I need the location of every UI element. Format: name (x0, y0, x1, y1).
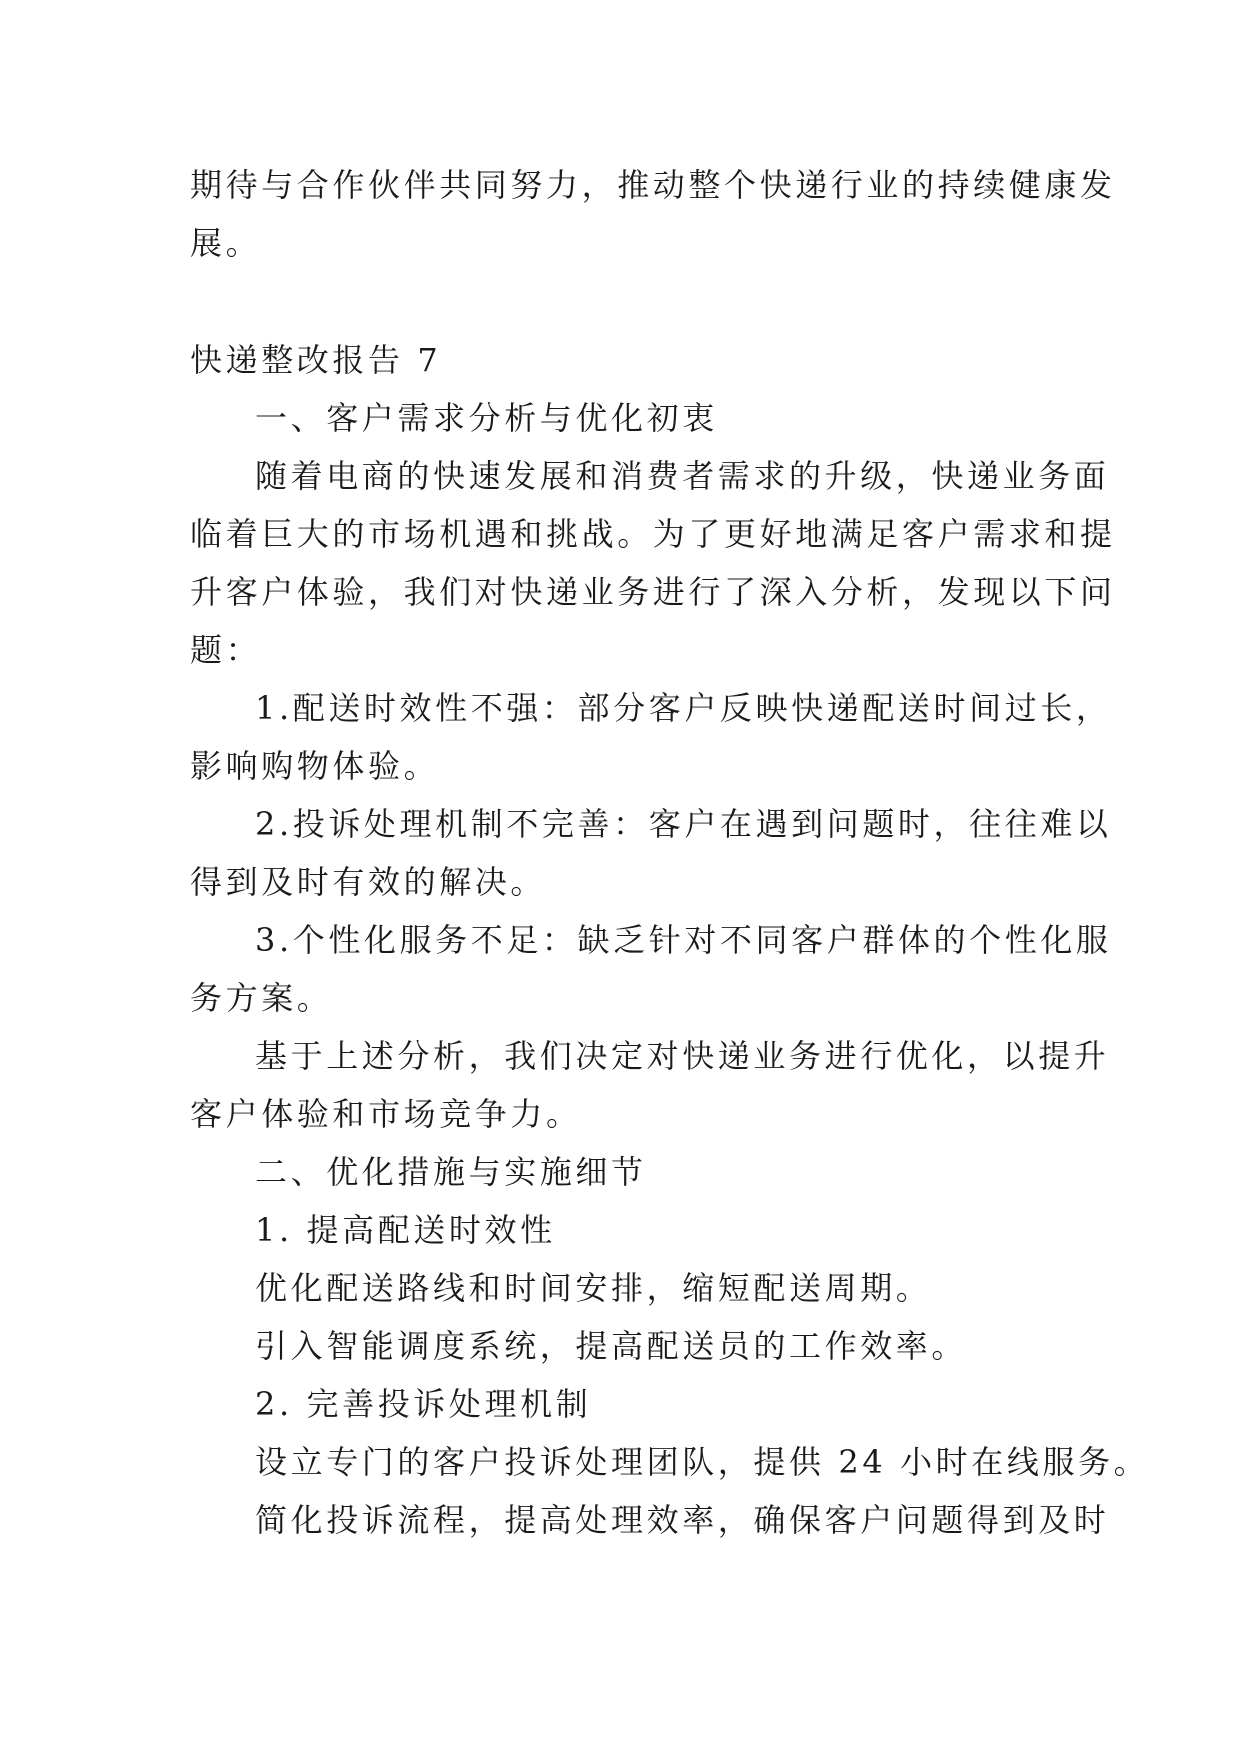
list-item: 2.投诉处理机制不完善：客户在遇到问题时，往往难以 (255, 805, 1112, 843)
list-item: 1.配送时效性不强：部分客户反映快递配送时间过长， (255, 689, 1112, 727)
text-line: 设立专门的客户投诉处理团队，提供 24 小时在线服务。 (255, 1443, 1150, 1481)
text-line: 务方案。 (190, 979, 333, 1017)
text-line: 临着巨大的市场机遇和挑战。为了更好地满足客户需求和提 (190, 515, 1116, 553)
text-line: 展。 (190, 224, 262, 262)
text-line: 得到及时有效的解决。 (190, 863, 547, 901)
text-line: 基于上述分析，我们决定对快递业务进行优化，以提升 (255, 1037, 1110, 1075)
text-line: 期待与合作伙伴共同努力，推动整个快递行业的持续健康发 (190, 166, 1116, 204)
subheading: 2. 完善投诉处理机制 (255, 1385, 592, 1423)
heading-1: 一、客户需求分析与优化初衷 (255, 399, 718, 437)
list-item: 3.个性化服务不足：缺乏针对不同客户群体的个性化服 (255, 921, 1112, 959)
text-line: 影响购物体验。 (190, 747, 440, 785)
section-title: 快递整改报告 7 (190, 341, 442, 379)
text-line: 题： (190, 631, 262, 669)
text-line: 升客户体验，我们对快递业务进行了深入分析，发现以下问 (190, 573, 1116, 611)
text-line: 简化投诉流程，提高处理效率，确保客户问题得到及时 (255, 1501, 1110, 1539)
text-line: 优化配送路线和时间安排，缩短配送周期。 (255, 1269, 932, 1307)
text-line: 客户体验和市场竞争力。 (190, 1095, 582, 1133)
text-line: 引入智能调度系统，提高配送员的工作效率。 (255, 1327, 968, 1365)
text-line: 随着电商的快速发展和消费者需求的升级，快递业务面 (255, 457, 1110, 495)
heading-2: 二、优化措施与实施细节 (255, 1153, 647, 1191)
subheading: 1. 提高配送时效性 (255, 1211, 556, 1249)
